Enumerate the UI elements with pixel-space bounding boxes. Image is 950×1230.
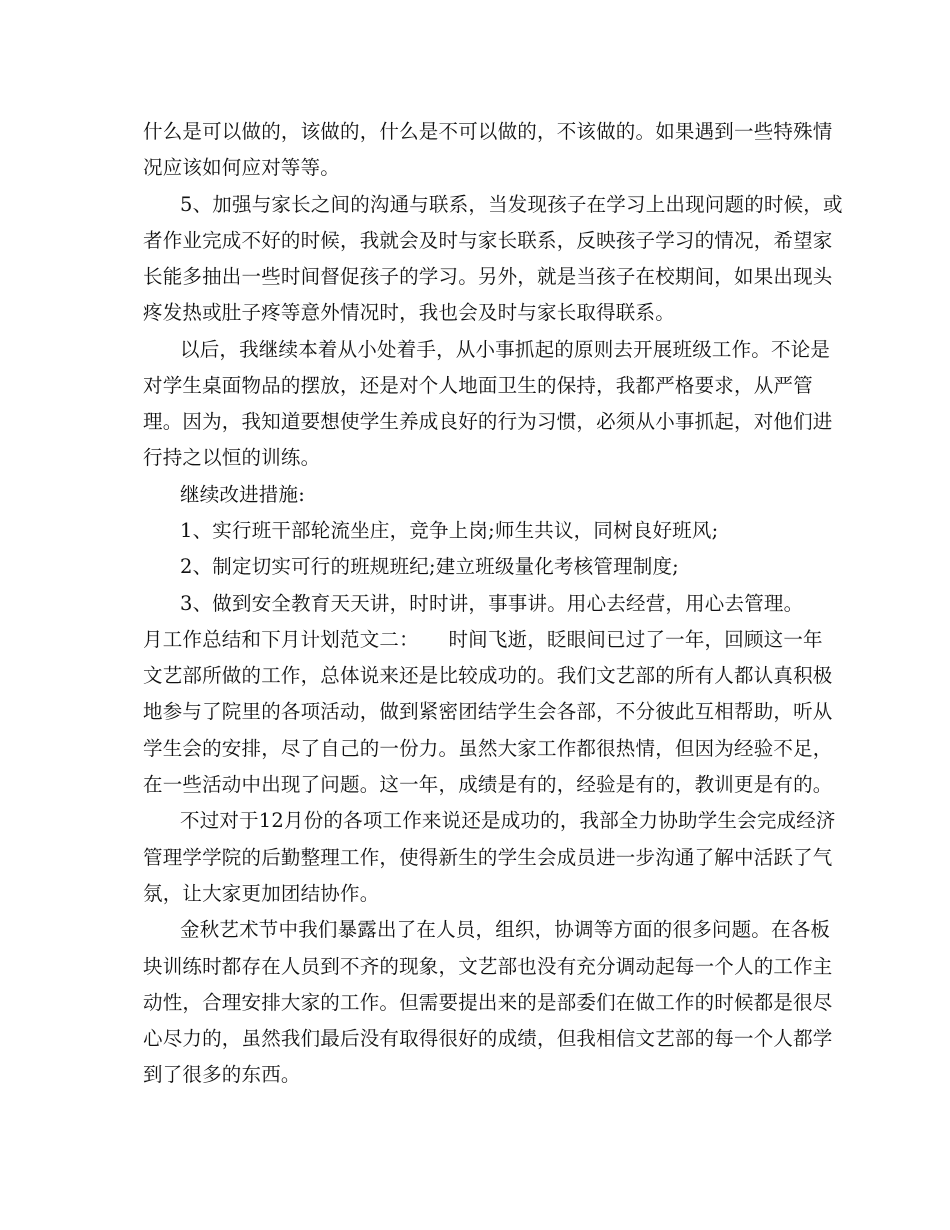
paragraph-first-line: 金秋艺术节中我们暴露出了在人员，组织，协调等方面的很多问题。在各板: [180, 918, 831, 941]
list-item: 1、实行班干部轮流坐庄，竞争上岗;师生共议，同树良好班风;: [180, 519, 719, 542]
text-line: 到了很多的东西。: [143, 1063, 301, 1086]
section-heading: 继续改进措施:: [180, 483, 305, 506]
text-line: 学生会的安排，尽了自己的一份力。虽然大家工作都很热情，但因为经验不足，: [143, 737, 833, 760]
paragraph-first-line: 不过对于12月份的各项工作来说还是成功的，我部全力协助学生会完成经济: [180, 809, 836, 832]
text-line: 况应该如何应对等等。: [143, 156, 341, 179]
text-line: 对学生桌面物品的摆放，还是对个人地面卫生的保持，我都严格要求，从严管: [143, 374, 813, 397]
text-line: 地参与了院里的各项活动，做到紧密团结学生会各部，不分彼此互相帮助，听从: [143, 700, 833, 723]
list-item: 3、做到安全教育天天讲，时时讲，事事讲。用心去经营，用心去管理。: [180, 592, 804, 615]
text-line: 月工作总结和下月计划范文二： 时间飞逝，眨眼间已过了一年，回顾这一年: [143, 628, 823, 651]
text-line: 理。因为，我知道要想使学生养成良好的行为习惯，必须从小事抓起，对他们进: [143, 410, 833, 433]
text-line: 块训练时都存在人员到不齐的现象，文艺部也没有充分调动起每一个人的工作主: [143, 955, 833, 978]
text-line: 在一些活动中出现了问题。这一年，成绩是有的，经验是有的，教训更是有的。: [143, 773, 833, 796]
text-line: 行持之以恒的训练。: [143, 446, 321, 469]
text-line: 者作业完成不好的时候，我就会及时与家长联系，反映孩子学习的情况，希望家: [143, 229, 833, 252]
text-line: 动性，合理安排大家的工作。但需要提出来的是部委们在做工作的时候都是很尽: [143, 991, 833, 1014]
text-line: 长能多抽出一些时间督促孩子的学习。另外，就是当孩子在校期间，如果出现头: [143, 265, 833, 288]
paragraph-first-line: 以后，我继续本着从小处着手，从小事抓起的原则去开展班级工作。不论是: [180, 338, 831, 361]
text-line: 管理学学院的后勤整理工作，使得新生的学生会成员进一步沟通了解中活跃了气: [143, 846, 833, 869]
paragraph-first-line: 5、加强与家长之间的沟通与联系，当发现孩子在学习上出现问题的时候，或: [180, 193, 843, 216]
text-line: 氛，让大家更加团结协作。: [143, 882, 380, 905]
list-item: 2、制定切实可行的班规班纪;建立班级量化考核管理制度;: [180, 555, 679, 578]
text-line: 心尽力的，虽然我们最后没有取得很好的成绩，但我相信文艺部的每一个人都学: [143, 1027, 833, 1050]
text-line: 什么是可以做的，该做的，什么是不可以做的，不该做的。如果遇到一些特殊情: [143, 120, 833, 143]
text-line: 疼发热或肚子疼等意外情况时，我也会及时与家长取得联系。: [143, 301, 675, 324]
text-line: 文艺部所做的工作，总体说来还是比较成功的。我们文艺部的所有人都认真积极: [143, 664, 833, 687]
